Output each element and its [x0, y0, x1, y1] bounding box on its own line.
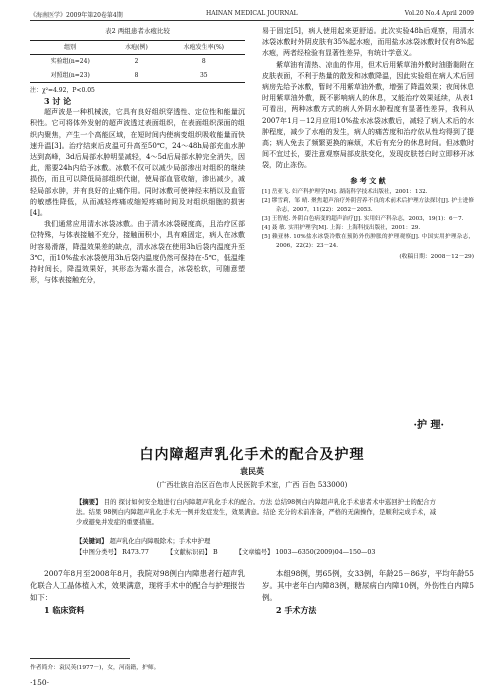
journal-header-left: 《海南医学》2009年第20卷第4期	[30, 12, 123, 19]
received-date: (收稿日期：2008－12－29)	[399, 253, 474, 260]
author-note: 作者简介：袁民英(1977－)，女，河南籍，护师。	[30, 665, 160, 671]
body-paragraph: 超声波是一种机械波，它具有良好组织穿透性、定位性和能量沉积性。它可将体外发射的超声波透过表面组织，在表面组织深面的组织内聚焦，产生一个高能区域，在短时间内使病变组织吸收能量而快速升温[3]。治疗结束后皮温可升高至50℃，24～48h局部充血水肿达到高峰，3d后局部水肿明显减轻，4～5d后局部水肿完全消失，因此，需要24h内给予冰敷。冰敷不仅可以减少局部渗出对组织的继续损伤，而且可以降低局部组织代谢，使局部血管收缩，渗出减少，减轻局部水肿，并有良好的止痛作用。同时冰敷可使神经末梢以及血管的敏感性降低，从而减轻疼痛或缩短疼痛时间及对组织细胞的损害[4]。	[30, 108, 245, 218]
reference-item: [5] 赖亚林. 10%盐水冰袋冷敷在预防外伤肿胀的护理观察[J]. 中国实用护理杂志，2006，22(2)：23－24.	[262, 233, 474, 249]
journal-header-center: HAINAN MEDICAL JOURNAL	[206, 10, 298, 17]
classification-line	[76, 547, 456, 556]
references-heading: 参 考 文 献	[350, 175, 386, 185]
header-rule	[30, 20, 474, 21]
keywords-line	[76, 536, 436, 545]
table2-header: 组别	[64, 44, 77, 52]
table2-note: 注：χ²=4.92，P<0.05	[30, 86, 95, 94]
table-row	[30, 69, 245, 83]
right-column	[262, 26, 474, 263]
abstract-text: 目的 探讨如何安全地进行白内障超声乳化手术的配合。方法 总结98例白内障超声乳化手术患者术中巡回护士的配合方法。结果 98例白内障超声乳化手术无一例并发症发生，效果满意。结论 充分的术前准备，严格的无菌操作，是顺利完成手术，减少或避免并发症的重要措施。	[76, 499, 436, 526]
abstract	[76, 498, 436, 528]
reference-item: [2] 缪雪莉，邹 晴. 聚焦超声治疗外阴营养不良的术前术后护理方法探讨[J]. 护士进修杂志，2007，11(22)：2052－2053.	[262, 197, 474, 213]
article-author: 袁民英	[240, 466, 264, 476]
table2-cell: 8	[134, 71, 139, 79]
section-label: ·护 理·	[413, 420, 444, 431]
table2-header: 水疱(例)	[125, 44, 148, 52]
reference-item: [1] 岳亚飞. 妇产科护理学[M]. 湖南科学技术出版社，2001：132.	[262, 188, 428, 195]
body-paragraph: 2007年8月至2008年8月，我院对98例白内障患者行超声乳化联合人工晶体植入术，效果满意，现将手术中的配合与护理报告如下：	[30, 569, 245, 602]
bottom-right-column	[262, 568, 474, 616]
clc-code: 【中图分类号】 R473.77	[76, 549, 149, 556]
body-paragraph: 本组98例，男65例，女33例，年龄25－86岁，平均年龄55岁。其中老年白内障83例，糖尿病白内障10例，外伤性白内障5例。	[262, 569, 474, 602]
bottom-left-column	[30, 568, 245, 616]
table-row	[30, 55, 245, 69]
page-number: ·150·	[30, 678, 50, 687]
table2-caption: 表2 两组患者水疱比较	[105, 27, 170, 35]
document-code: 【文献标识码】 B	[166, 549, 218, 556]
table2-cell: 8	[201, 58, 206, 66]
section-heading: 3 讨 论	[44, 96, 72, 107]
table2-cell: 35	[199, 71, 208, 79]
reference-item: [3] 王智彪. 外阴白色病变的超声治疗[J]. 实用妇产科杂志，2003，19(1)：6－7.	[262, 215, 464, 222]
table2	[30, 40, 245, 83]
abstract-label: 【摘要】	[76, 499, 102, 506]
section-heading: 1 临床资料	[44, 605, 85, 615]
article-title: 白内障超声乳化手术的配合及护理	[139, 447, 365, 463]
keywords-text: 超声乳化白内障吸除术；手术中护理	[109, 538, 211, 545]
article-affiliation: (广西壮族自治区百色市人民医院手术室，广西 百色 533000)	[156, 481, 348, 489]
body-paragraph: 紫草油有清热、凉血的作用，但术后用紫草油外敷时油脂黏附在皮肤表面，不利于热量的散发和冰敷降温，因此实验组在病人术后回病房先给予冰敷，暂时不用紫草油外敷，增强了降温效果；夜间休息时用紫草油外敷，既不影响病人的休息，又能治疗效果延续，从表1可看出，两种冰敷方式的病人外阴水肿程度有显著性差异，我科从2007年1月－12月应用10%盐水冰袋冰敷后，减轻了病人术后的水肿程度，减少了水疱的发生，病人的痛苦度和治疗依从性均得到了提高；病人免去了频繁更换的麻烦，术后有充分的休息时间。但冰敷时间不宜过长，要注意观察局部皮肤变化，发现皮肤苍白时立即移开冰袋，防止冻伤。	[262, 60, 474, 170]
reference-list	[262, 188, 474, 251]
body-paragraph: 我们通常应用清水冰袋冰敷。由于清水冰袋硬度高，且治疗区部位特殊，与体表接触不充分，接触面积小，具有难固定，病人在冰敷时容易滑落，降温效果差的缺点，清水冰袋在使用3h后袋内温度升至3℃，而10%盐水冰袋使用3h后袋内温度仍然可保持在-5℃，低温维持时间长，降温效果好，其形态为霜水混合，冰袋松软，可随意塑形，与体表接触充分，	[30, 220, 245, 285]
footnote-rule	[30, 658, 130, 659]
body-paragraph: 易于固定[5]，病人使用起来更舒适。此次实验48h后观察，用清水冰袋冰敷时外阴皮肤有35%起水疱，而用盐水冰袋冰敷时仅有8%起水疱，两者经检验有显著性差异，有统计学意义。	[262, 27, 474, 58]
section-heading: 2 手术方法	[276, 605, 317, 615]
table2-cell: 实验组(n=24)	[50, 58, 90, 66]
journal-header-right: Vol.20 No.4 April 2009	[404, 10, 474, 17]
table2-cell: 2	[134, 58, 139, 66]
table2-cell: 对照组(n=23)	[50, 71, 90, 79]
left-column	[30, 26, 245, 286]
article-number: 【文章编号】 1003—6350(2009)04—150—03	[235, 549, 376, 556]
table2-header: 水疱发生率(%)	[183, 44, 224, 52]
keywords-label: 【关键词】	[76, 538, 108, 545]
reference-item: [4] 聂 敏. 实用护理学[M]. 上海：上海科技出版社，2001：29.	[262, 224, 421, 231]
